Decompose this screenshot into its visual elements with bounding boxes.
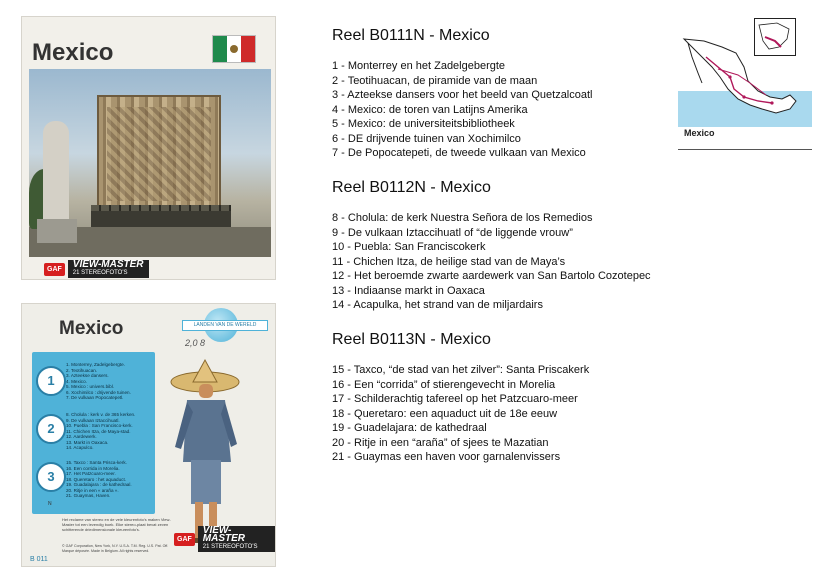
front-cover xyxy=(22,17,275,279)
back-cover xyxy=(22,304,275,566)
stereofoto-count: 21 STEREOFOTO'S xyxy=(72,270,128,276)
scene-list xyxy=(332,59,593,161)
list-item: 11 - Chichen Itza, de heilige stad van de Maya’s xyxy=(332,255,566,268)
globe-icon xyxy=(182,308,266,342)
price-note: 2,0 8 xyxy=(185,338,206,348)
list-item: 7 - De Popocatepeti, de tweede vulkaan van Mexico xyxy=(332,147,586,159)
list-item: 4 - Mexico: de toren van Latijns Amerika xyxy=(332,103,528,116)
list-item: 21 - Guaymas een haven voor garnalenvissers xyxy=(332,451,561,463)
list-item: 16 - Een “corrida” of stierengevecht in Morelia xyxy=(332,378,556,391)
mexico-map xyxy=(678,17,812,150)
viewmaster-badge xyxy=(44,261,149,277)
list-item: 3 - Azteekse dansers voor het beeld van Quetzalcoatl xyxy=(332,89,593,101)
map-label: Mexico xyxy=(684,128,715,138)
list-item: 18 - Queretaro: een aquaduct uit de 18e eeuw xyxy=(332,407,558,420)
list-item: 6 - DE drijvende tuinen van Xochimilco xyxy=(332,132,521,145)
list-item: 17 - Schilderachtig tafereel op het Patzcuaro-meer xyxy=(332,393,578,405)
gaf-logo-back: GAF xyxy=(174,533,195,546)
list-item: 19 - Guadelajara: de kathedraal xyxy=(332,422,487,434)
university-library-photo xyxy=(29,69,271,257)
list-item: 5 - Mexico: de universiteitsbibliotheek xyxy=(332,118,515,130)
reel3-scene-list: 15. Taxco : Santa Prisca-kerk. 16. Een corrida in Morelia. 17. Het Patzcuaro-meer. 18. Queretaro : het aquaduct. 19. Guadalajara : de kathedraal. 20. Ritje in een « araña ». 21. Guaymas, Haven. xyxy=(66,460,132,498)
front-cover-title: Mexico xyxy=(32,39,114,66)
reel-section-2 xyxy=(332,179,651,313)
reel-section-3 xyxy=(332,331,589,465)
locator-inset xyxy=(754,18,796,56)
list-item: 15 - Taxco, “de stad van het zilver”: Santa Priscakerk xyxy=(332,364,590,376)
list-item: 8 - Cholula: de kerk Nuestra Señora de los Remedios xyxy=(332,212,593,224)
viewmaster-name-back: VIEW-MASTER xyxy=(202,525,246,544)
reel-section-1 xyxy=(332,27,593,161)
list-item: 9 - De vulkaan Iztaccihuatl of “de liggende vrouw” xyxy=(332,226,573,239)
reel-heading: Reel B0111N - Mexico xyxy=(332,27,490,44)
list-item: 13 - Indiaanse markt in Oaxaca xyxy=(332,284,485,297)
n-mark: N xyxy=(48,501,52,507)
reel-heading: Reel B0113N - Mexico xyxy=(332,331,491,348)
map-rule xyxy=(678,149,812,150)
list-item: 1 - Monterrey en het Zadelgebergte xyxy=(332,60,506,72)
list-item: 12 - Het beroemde zwarte aardewerk van San Bartolo Cozotepec xyxy=(332,270,651,282)
gaf-logo: GAF xyxy=(44,263,65,276)
scene-list xyxy=(332,211,651,313)
reel-disc-1-icon: 1 xyxy=(36,366,66,396)
copyright-text: © GAF Corporation, New York, N.Y. U.S.A. T.M. Reg. U.S. Pat. Off. Marque déposée. Made in Belgium. All rights reserved. xyxy=(62,544,169,553)
reel-disc-2-icon: 2 xyxy=(36,414,66,444)
reel-disc-3-icon: 3 xyxy=(36,462,66,492)
scene-list xyxy=(332,363,589,465)
stereofoto-count-back: 21 STEREOFOTO'S xyxy=(202,544,258,550)
mexican-man-illustration xyxy=(165,352,261,552)
list-item: 2 - Teotihuacan, de piramide van de maan xyxy=(332,74,538,87)
globe-banner: LANDEN VAN DE WERELD xyxy=(182,320,268,331)
mexican-flag-icon xyxy=(212,35,256,63)
list-item: 14 - Acapulka, het strand van de miljardairs xyxy=(332,299,543,311)
reel2-scene-list: 8. Cholula : kerk v. de 365 kerken. 9. De vulkaan Iztaccihuatl. 10. Puebla : San Francisco-kerk. 11. Chichen Itza, de Maya-stad. 12. Aardewerk. 13. Markt in Oaxaca. 14. Acapulco. xyxy=(66,412,136,450)
reel-heading: Reel B0112N - Mexico xyxy=(332,179,491,196)
fine-print: Het reclame van stereo en de vele kleurenfoto's maken View-Master tot een levendig boek. Elke stereo-plaat bevat zeven schitterende driedimensionale kleurenfoto's. xyxy=(62,517,171,532)
reel-code: B 011 xyxy=(30,556,48,563)
viewmaster-badge-back xyxy=(174,526,275,552)
scene-list-panel xyxy=(32,352,155,514)
list-item: 10 - Puebla: San Franciscokerk xyxy=(332,241,486,253)
back-cover-title: Mexico xyxy=(59,318,124,339)
reel1-scene-list: 1. Monterrey, Zadelgebergte. 2. Teotihuacan. 3. Azteekse dansers. 4. Mexico. 5. Mexico : univers.bibl. 6. Xochimilco : drijvende tuinen. 7. De vulkaan Popocatepetl. xyxy=(66,362,131,400)
viewmaster-name: VIEW-MASTER xyxy=(72,259,144,270)
list-item: 20 - Ritje in een “araña” of sjees te Mazatian xyxy=(332,436,549,449)
